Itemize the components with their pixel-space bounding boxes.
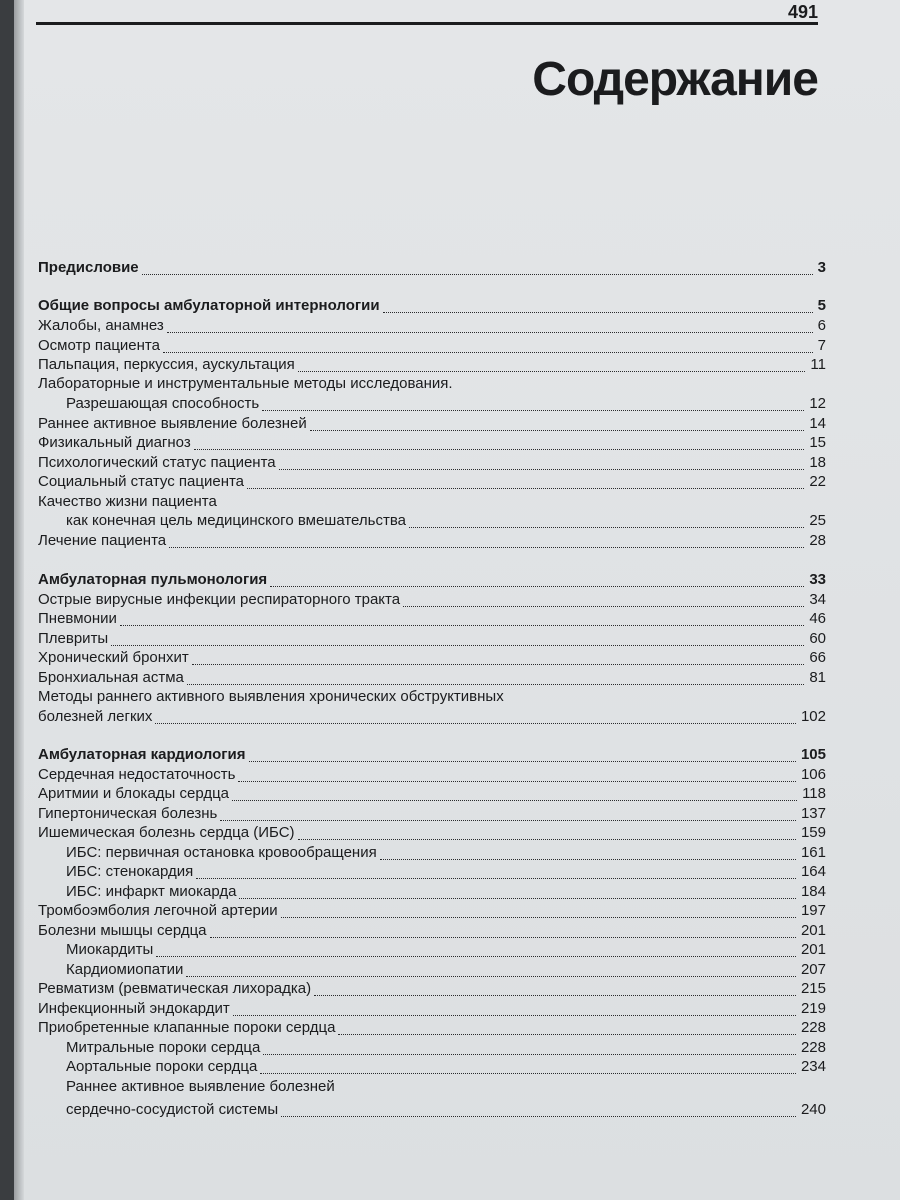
toc-entry bbox=[38, 979, 826, 999]
toc-entry-title: Болезни мышцы сердца bbox=[38, 922, 207, 939]
toc-entry bbox=[38, 433, 826, 453]
toc-entry bbox=[66, 1100, 826, 1120]
toc-page-number: 137 bbox=[800, 805, 826, 822]
dot-leader bbox=[281, 1116, 796, 1117]
toc-page-number: 33 bbox=[809, 571, 826, 588]
toc-entry-title: Инфекционный эндокардит bbox=[38, 1000, 230, 1017]
toc-page-number: 118 bbox=[802, 785, 826, 802]
toc-entry bbox=[66, 940, 826, 960]
toc-entry-title: Методы раннего активного выявления хронических обструктивных bbox=[38, 688, 504, 705]
dot-leader bbox=[192, 664, 805, 665]
toc-entry-title: Раннее активное выявление болезней bbox=[38, 415, 307, 432]
toc-page-number: 240 bbox=[800, 1101, 826, 1118]
dot-leader bbox=[263, 1054, 796, 1055]
toc-page-number: 12 bbox=[809, 395, 826, 412]
toc-page-number: 81 bbox=[809, 669, 826, 686]
toc-entry-title: Миокардиты bbox=[66, 941, 154, 958]
toc-entry-title: Кардиомиопатии bbox=[66, 961, 184, 978]
toc-entry bbox=[38, 1018, 826, 1038]
toc-page-number: 28 bbox=[809, 532, 826, 549]
dot-leader bbox=[196, 878, 796, 879]
toc-entry-title: ИБС: инфаркт миокарда bbox=[66, 883, 237, 900]
toc-page-number: 228 bbox=[800, 1019, 826, 1036]
toc-entry bbox=[66, 882, 826, 902]
toc-page-number: 14 bbox=[809, 415, 826, 432]
toc-section bbox=[38, 258, 826, 278]
dot-leader bbox=[338, 1034, 796, 1035]
toc-entry-title: болезней легких bbox=[38, 708, 153, 725]
toc-entry bbox=[38, 823, 826, 843]
dot-leader bbox=[194, 449, 805, 450]
toc-page-number: 3 bbox=[817, 259, 826, 276]
toc-entry-title: Раннее активное выявление болезней bbox=[66, 1078, 335, 1095]
toc-entry-title: Ревматизм (ревматическая лихорадка) bbox=[38, 980, 312, 997]
toc-page-number: 106 bbox=[800, 766, 826, 783]
toc-page-number: 18 bbox=[809, 454, 826, 471]
dot-leader bbox=[232, 800, 797, 801]
dot-leader bbox=[409, 527, 804, 528]
toc-entry-title: Тромбоэмболия легочной артерии bbox=[38, 902, 278, 919]
toc-entry bbox=[38, 492, 826, 512]
toc-entry-title: Лабораторные и инструментальные методы исследования. bbox=[38, 375, 453, 392]
toc-entry-title: Жалобы, анамнез bbox=[38, 317, 164, 334]
dot-leader bbox=[238, 781, 796, 782]
toc-page-number: 15 bbox=[809, 434, 826, 451]
dot-leader bbox=[220, 820, 796, 821]
toc-page-number: 201 bbox=[800, 941, 826, 958]
toc-entry-title: Амбулаторная кардиология bbox=[38, 746, 246, 763]
toc-entry bbox=[66, 1077, 826, 1097]
toc-entry bbox=[66, 511, 826, 531]
toc-entry bbox=[38, 374, 826, 394]
toc-page-number: 60 bbox=[809, 630, 826, 647]
page-title: Содержание bbox=[532, 53, 818, 106]
toc-page-number: 22 bbox=[809, 473, 826, 490]
dot-leader bbox=[380, 859, 796, 860]
toc-page-number: 234 bbox=[800, 1058, 826, 1075]
dot-leader bbox=[281, 917, 796, 918]
toc-page-number: 197 bbox=[800, 902, 826, 919]
toc-entry-title: сердечно-сосудистой системы bbox=[66, 1101, 279, 1118]
dot-leader bbox=[167, 332, 813, 333]
dot-leader bbox=[156, 956, 796, 957]
toc-entry-title: Общие вопросы амбулаторной интернологии bbox=[38, 297, 380, 314]
toc-entry bbox=[38, 414, 826, 434]
toc-page-number: 159 bbox=[800, 824, 826, 841]
toc-page-number: 105 bbox=[800, 746, 826, 763]
toc-entry bbox=[38, 999, 826, 1019]
toc-page-number: 66 bbox=[809, 649, 826, 666]
toc-page-number: 11 bbox=[810, 356, 826, 373]
toc-entry bbox=[38, 590, 826, 610]
toc-entry bbox=[38, 784, 826, 804]
toc-entry-title: Бронхиальная астма bbox=[38, 669, 184, 686]
dot-leader bbox=[186, 976, 796, 977]
toc-section bbox=[38, 570, 826, 590]
toc-entry bbox=[38, 355, 826, 375]
dot-leader bbox=[247, 488, 804, 489]
toc-entry-title: ИБС: стенокардия bbox=[66, 863, 194, 880]
dot-leader bbox=[239, 898, 796, 899]
toc-page-number: 6 bbox=[817, 317, 826, 334]
toc-page-number: 161 bbox=[800, 844, 826, 861]
toc-page-number: 215 bbox=[800, 980, 826, 997]
toc-page-number: 164 bbox=[800, 863, 826, 880]
toc-page-number: 102 bbox=[800, 708, 826, 725]
toc-entry-title: Аортальные пороки сердца bbox=[66, 1058, 258, 1075]
toc-entry bbox=[38, 472, 826, 492]
dot-leader bbox=[233, 1015, 796, 1016]
toc-entry-title: Сердечная недостаточность bbox=[38, 766, 236, 783]
toc-page-number: 184 bbox=[800, 883, 826, 900]
toc-entry bbox=[38, 453, 826, 473]
toc-entry-title: Качество жизни пациента bbox=[38, 493, 217, 510]
dot-leader bbox=[155, 723, 796, 724]
toc-entry bbox=[38, 707, 826, 727]
toc-entry bbox=[66, 1057, 826, 1077]
dot-leader bbox=[187, 684, 804, 685]
dot-leader bbox=[310, 430, 805, 431]
dot-leader bbox=[262, 410, 804, 411]
toc-entry bbox=[38, 901, 826, 921]
toc-entry-title: Пальпация, перкуссия, аускультация bbox=[38, 356, 295, 373]
toc-entry-title: Физикальный диагноз bbox=[38, 434, 191, 451]
toc-section bbox=[38, 296, 826, 316]
toc-entry-title: Приобретенные клапанные пороки сердца bbox=[38, 1019, 336, 1036]
toc-entry bbox=[38, 531, 826, 551]
toc-entry-title: Пневмонии bbox=[38, 610, 117, 627]
toc-entry bbox=[38, 316, 826, 336]
dot-leader bbox=[120, 625, 804, 626]
toc-entry-title: Разрешающая способность bbox=[66, 395, 260, 412]
toc-page-number: 25 bbox=[809, 512, 826, 529]
dot-leader bbox=[279, 469, 805, 470]
toc-page-number: 201 bbox=[800, 922, 826, 939]
toc-entry bbox=[66, 1038, 826, 1058]
dot-leader bbox=[249, 761, 796, 762]
toc-page-number: 228 bbox=[800, 1039, 826, 1056]
toc-entry bbox=[38, 921, 826, 941]
toc-entry-title: Острые вирусные инфекции респираторного тракта bbox=[38, 591, 401, 608]
toc-entry-title: Ишемическая болезнь сердца (ИБС) bbox=[38, 824, 295, 841]
toc-page-number: 207 bbox=[800, 961, 826, 978]
toc-entry-title: Психологический статус пациента bbox=[38, 454, 276, 471]
toc-entry-title: Плевриты bbox=[38, 630, 109, 647]
toc-entry bbox=[38, 629, 826, 649]
dot-leader bbox=[298, 839, 796, 840]
dot-leader bbox=[163, 352, 813, 353]
toc-page-number: 5 bbox=[817, 297, 826, 314]
page-number: 491 bbox=[787, 2, 818, 22]
dot-leader bbox=[210, 937, 796, 938]
dot-leader bbox=[314, 995, 796, 996]
toc-page-number: 34 bbox=[809, 591, 826, 608]
dot-leader bbox=[142, 274, 813, 275]
dot-leader bbox=[169, 547, 804, 548]
toc-entry-title: Социальный статус пациента bbox=[38, 473, 245, 490]
toc-entry-title: Амбулаторная пульмонология bbox=[38, 571, 268, 588]
toc-page-number: 7 bbox=[817, 337, 826, 354]
toc-entry bbox=[66, 960, 826, 980]
toc-entry-title: Митральные пороки сердца bbox=[66, 1039, 261, 1056]
toc-entry bbox=[66, 862, 826, 882]
dot-leader bbox=[260, 1073, 796, 1074]
dot-leader bbox=[383, 312, 813, 313]
dot-leader bbox=[403, 606, 804, 607]
toc-entry bbox=[66, 394, 826, 414]
toc-section bbox=[38, 745, 826, 765]
toc-entry bbox=[38, 336, 826, 356]
toc-entry bbox=[38, 609, 826, 629]
toc-entry-title: Хронический бронхит bbox=[38, 649, 189, 666]
toc-entry bbox=[38, 648, 826, 668]
toc-entry-title: Аритмии и блокады сердца bbox=[38, 785, 230, 802]
toc-entry bbox=[38, 668, 826, 688]
toc-entry bbox=[66, 843, 826, 863]
dot-leader bbox=[111, 645, 804, 646]
toc-entry-title: Осмотр пациента bbox=[38, 337, 160, 354]
toc-entry bbox=[38, 765, 826, 785]
toc-entry bbox=[38, 687, 826, 707]
toc-page-number: 219 bbox=[800, 1000, 826, 1017]
toc-entry-title: Предисловие bbox=[38, 259, 139, 276]
toc-entry-title: ИБС: первичная остановка кровообращения bbox=[66, 844, 377, 861]
toc-entry bbox=[38, 804, 826, 824]
toc-entry-title: как конечная цель медицинского вмешательства bbox=[66, 512, 406, 529]
toc-entry-title: Гипертоническая болезнь bbox=[38, 805, 218, 822]
toc-entry-title: Лечение пациента bbox=[38, 532, 167, 549]
dot-leader bbox=[298, 371, 806, 372]
toc-page-number: 46 bbox=[809, 610, 826, 627]
dot-leader bbox=[270, 586, 804, 587]
